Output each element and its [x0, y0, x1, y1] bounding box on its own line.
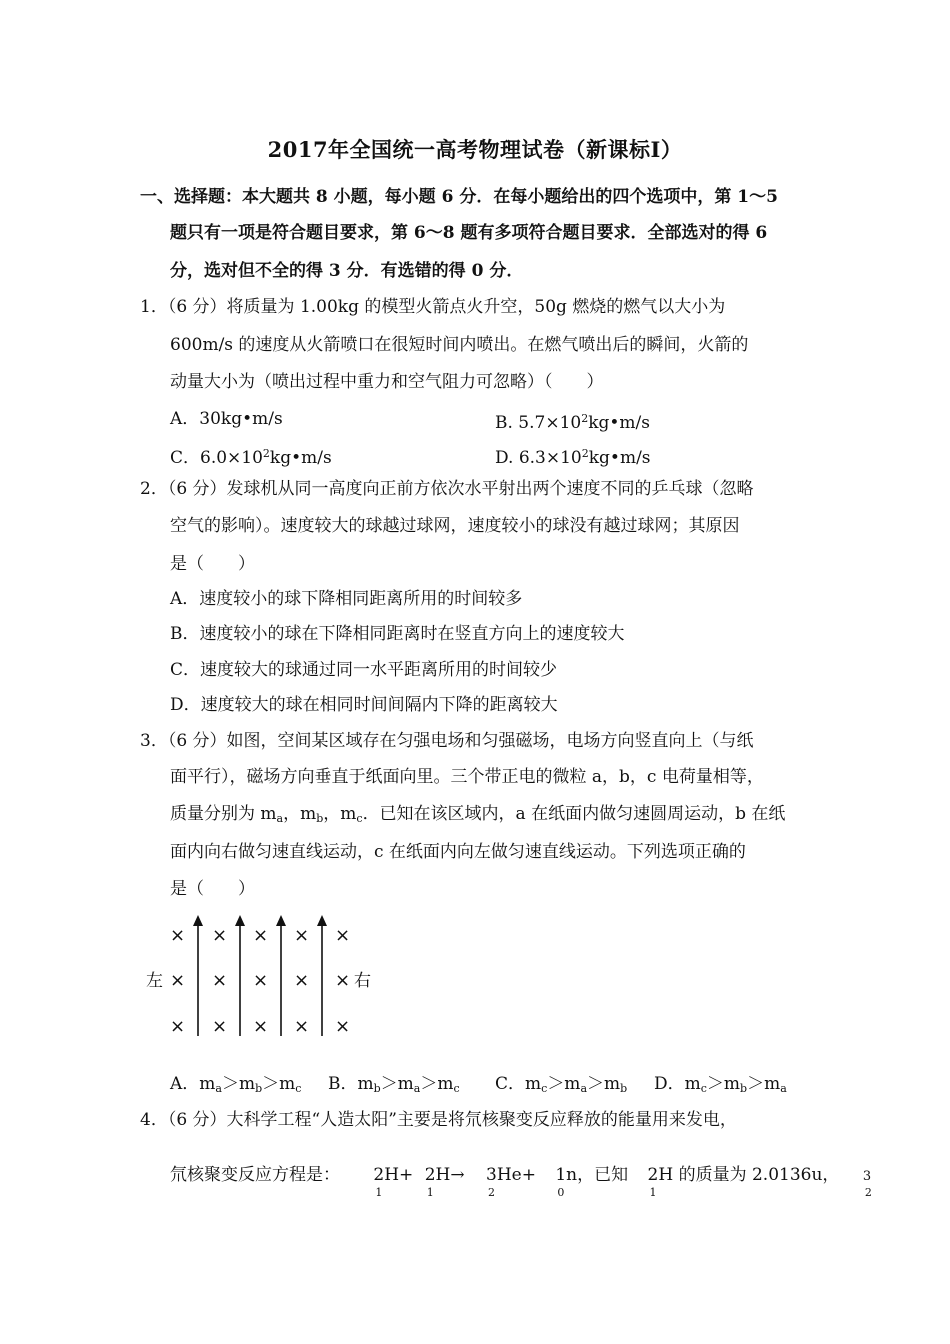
- q4-equation-line: 氘核聚变反应方程是： 2H+ 1 2H→ 1 3He+ 2 1n，已知 0 2H 的质量为 2.0136u， 1 3 2: [170, 1165, 872, 1199]
- q1-option-b: B. $5.7\times 10^2kg•m/s$: [495, 412, 651, 433]
- q2-stem-line1: 2．（6 分）发球机从同一高度向正前方依次水平射出两个速度不同的乒乓球（忽略: [140, 479, 754, 499]
- cross-mark: ×: [335, 1016, 351, 1037]
- q2-option-a: A．速度较小的球下降相同距离所用的时间较多: [170, 589, 523, 609]
- q3-option-c: C．$m_c>m_a>m_b$: [495, 1074, 628, 1095]
- cross-mark: ×: [335, 925, 351, 946]
- q2-option-c: C．速度较大的球通过同一水平距离所用的时间较少: [170, 660, 558, 680]
- field-diagram: [140, 912, 400, 1042]
- q3-stem-line3: 质量分别为 $m_a$，$m_b$，$m_c$．已知在该区域内，a 在纸面内做匀速圆周运动，b 在纸: [170, 804, 786, 825]
- cross-mark: ×: [253, 925, 269, 946]
- q1-option-c: C．$6.0\times 10^2kg•m/s$: [170, 447, 332, 468]
- section-header-line3: 分，选对但不全的得 3 分．有选错的得 0 分．: [170, 261, 524, 281]
- section-header-line1: 一、选择题：本大题共 8 小题，每小题 6 分．在每小题给出的四个选项中，第 1～5: [140, 187, 778, 207]
- q3-stem-line5: 是（ ）: [170, 879, 255, 899]
- cross-mark: ×: [335, 970, 351, 991]
- cross-mark: ×: [212, 1016, 228, 1037]
- q2-option-b: B．速度较小的球在下降相同距离时在竖直方向上的速度较大: [170, 624, 625, 644]
- fig-label-right: 右: [354, 971, 371, 991]
- cross-mark: ×: [212, 970, 228, 991]
- q3-option-d: D．$m_c>m_b>m_a$: [654, 1074, 787, 1095]
- arrow-up-icon: [193, 915, 203, 926]
- cross-mark: ×: [212, 925, 228, 946]
- q2-option-d: D．速度较大的球在相同时间间隔内下降的距离较大: [170, 695, 558, 715]
- magnetic-field-crosses: [170, 925, 350, 1037]
- q2-stem-line3: 是（ ）: [170, 554, 255, 574]
- q3-stem-line2: 面平行），磁场方向垂直于纸面向里。三个带正电的微粒 a，b，c 电荷量相等，: [170, 767, 764, 787]
- cross-mark: ×: [253, 970, 269, 991]
- cross-mark: ×: [294, 925, 310, 946]
- q1-option-d: D. $6.3\times 10^2kg•m/s$: [495, 447, 651, 468]
- arrow-up-icon: [235, 915, 245, 926]
- q1-stem-line3: 动量大小为（喷出过程中重力和空气阻力可忽略）（ ）: [170, 372, 604, 392]
- cross-mark: ×: [170, 1016, 186, 1037]
- q4-stem-line1: 4．（6 分）大科学工程“人造太阳”主要是将氘核聚变反应释放的能量用来发电，: [140, 1110, 737, 1130]
- cross-mark: ×: [170, 925, 186, 946]
- q2-stem-line2: 空气的影响）。速度较大的球越过球网，速度较小的球没有越过球网；其原因: [170, 516, 740, 536]
- section-header-line2: 题只有一项是符合题目要求，第 6～8 题有多项符合题目要求．全部选对的得 6: [170, 223, 768, 243]
- q3-option-b: B．$m_b>m_a>m_c$: [328, 1074, 460, 1095]
- page-title: 2017年全国统一高考物理试卷（新课标Ⅰ）: [267, 137, 683, 162]
- cross-mark: ×: [294, 1016, 310, 1037]
- cross-mark: ×: [253, 1016, 269, 1037]
- q3-option-a: A．$m_a>m_b>m_c$: [170, 1074, 302, 1095]
- cross-mark: ×: [170, 970, 186, 991]
- cross-mark: ×: [294, 970, 310, 991]
- q1-option-a: A．30kg•m/s: [170, 409, 283, 429]
- q1-stem-line2: 600m/s 的速度从火箭喷口在很短时间内喷出。在燃气喷出后的瞬间，火箭的: [170, 335, 749, 355]
- q3-stem-line4: 面内向右做匀速直线运动，c 在纸面内向左做匀速直线运动。下列选项正确的: [170, 842, 746, 862]
- arrow-up-icon: [276, 915, 286, 926]
- q3-stem-line1: 3．（6 分）如图，空间某区域存在匀强电场和匀强磁场，电场方向竖直向上（与纸: [140, 731, 754, 751]
- q1-stem-line1: 1．（6 分）将质量为 1.00kg 的模型火箭点火升空，50g 燃烧的燃气以大小为: [140, 297, 726, 317]
- arrow-up-icon: [317, 915, 327, 926]
- fig-label-left: 左: [146, 971, 163, 991]
